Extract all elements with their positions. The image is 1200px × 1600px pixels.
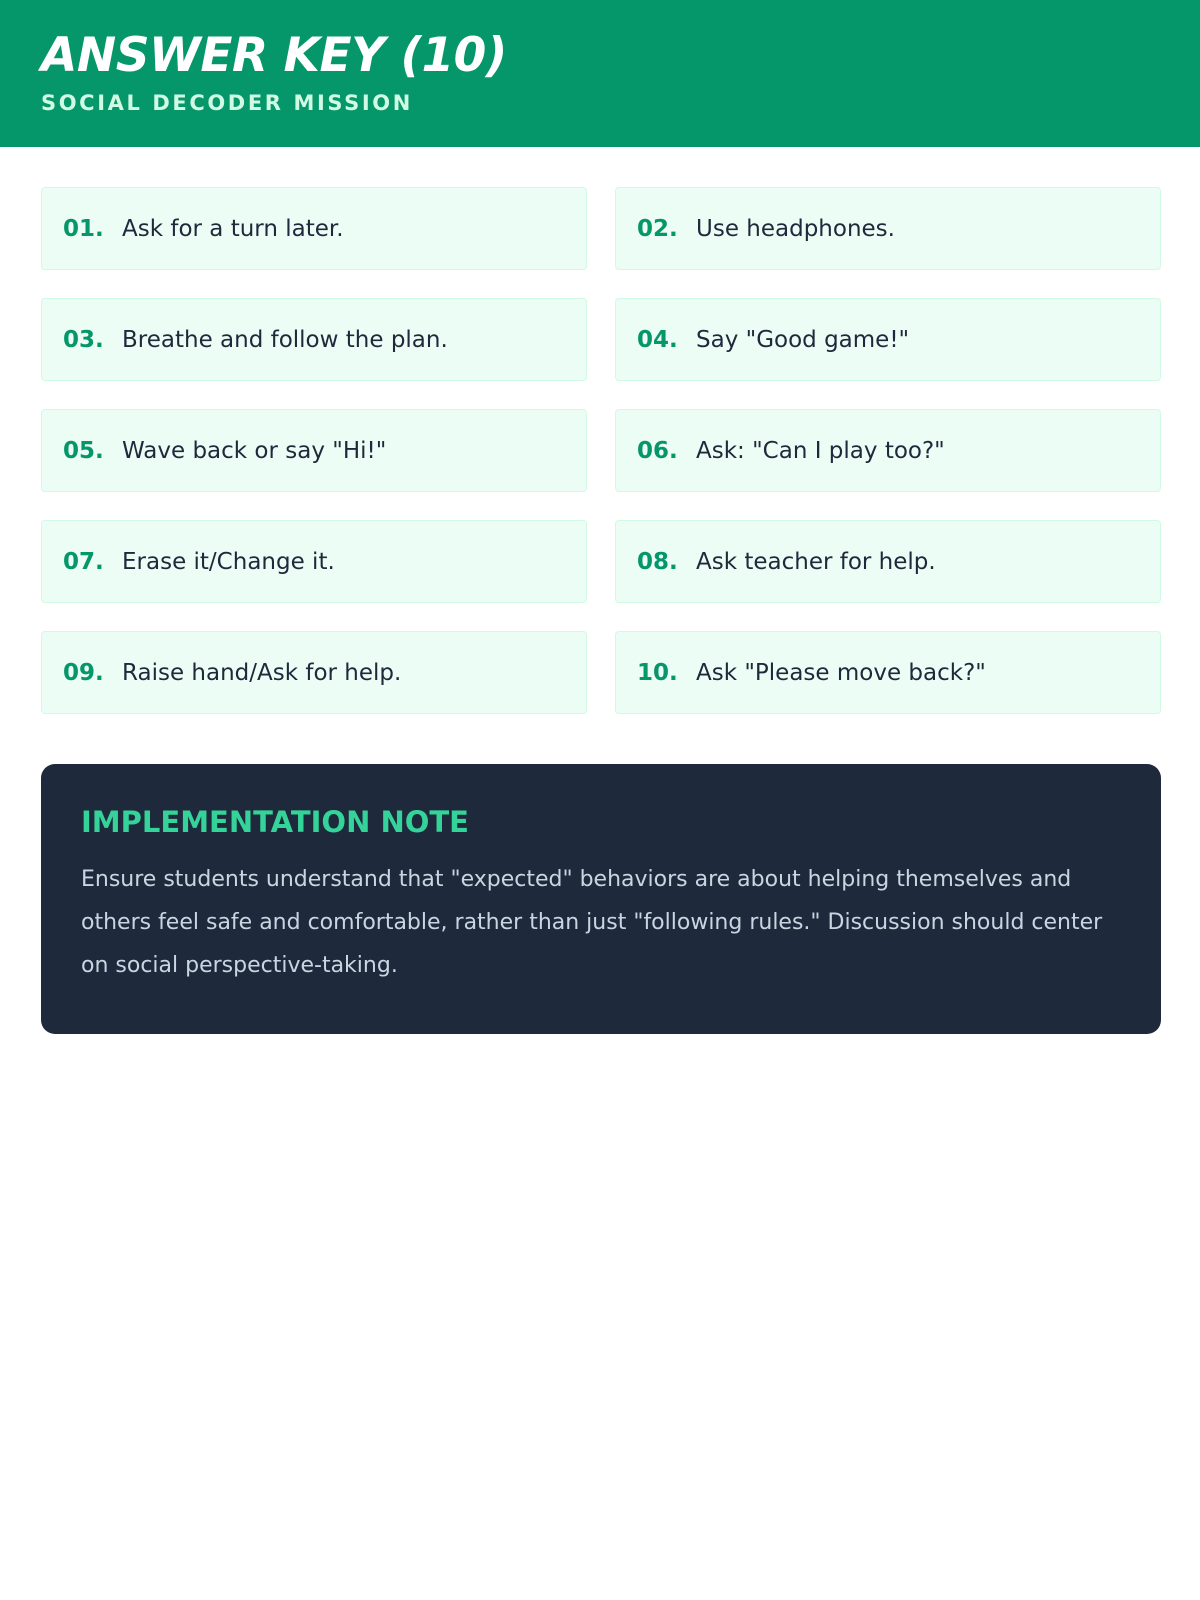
- answer-card: [41, 298, 587, 381]
- answer-card: [615, 631, 1161, 714]
- answer-card: [41, 520, 587, 603]
- header-banner: [0, 0, 1200, 147]
- answer-card: [615, 520, 1161, 603]
- answer-number: 09.: [63, 659, 104, 686]
- answer-number: 05.: [63, 437, 104, 464]
- answer-text: Ask "Please move back?": [696, 659, 986, 686]
- answer-grid: [41, 187, 1161, 714]
- note-body: Ensure students understand that "expected" behaviors are about helping themselves and others feel safe and comfortable, rather than just "following rules." Discussion should center on social perspective-taking.: [81, 867, 1103, 978]
- answer-number: 02.: [637, 215, 678, 242]
- answer-number: 06.: [637, 437, 678, 464]
- answer-number: 10.: [637, 659, 678, 686]
- page-title: ANSWER KEY (10): [41, 28, 507, 83]
- answer-number: 08.: [637, 548, 678, 575]
- answer-number: 04.: [637, 326, 678, 353]
- answer-text: Use headphones.: [696, 215, 895, 242]
- answer-card: [41, 409, 587, 492]
- implementation-note: [41, 764, 1161, 1034]
- answer-text: Ask: "Can I play too?": [696, 437, 945, 464]
- page-subtitle: SOCIAL DECODER MISSION: [41, 91, 413, 115]
- answer-text: Ask teacher for help.: [696, 548, 936, 575]
- answer-card: [615, 298, 1161, 381]
- answer-text: Erase it/Change it.: [122, 548, 335, 575]
- answer-card: [41, 187, 587, 270]
- note-title: IMPLEMENTATION NOTE: [81, 805, 469, 839]
- answer-text: Raise hand/Ask for help.: [122, 659, 402, 686]
- answer-card: [615, 187, 1161, 270]
- answer-number: 07.: [63, 548, 104, 575]
- answer-number: 01.: [63, 215, 104, 242]
- answer-card: [41, 631, 587, 714]
- answer-text: Wave back or say "Hi!": [122, 437, 387, 464]
- answer-number: 03.: [63, 326, 104, 353]
- answer-text: Ask for a turn later.: [122, 215, 344, 242]
- answer-text: Say "Good game!": [696, 326, 910, 353]
- answer-card: [615, 409, 1161, 492]
- answer-text: Breathe and follow the plan.: [122, 326, 448, 353]
